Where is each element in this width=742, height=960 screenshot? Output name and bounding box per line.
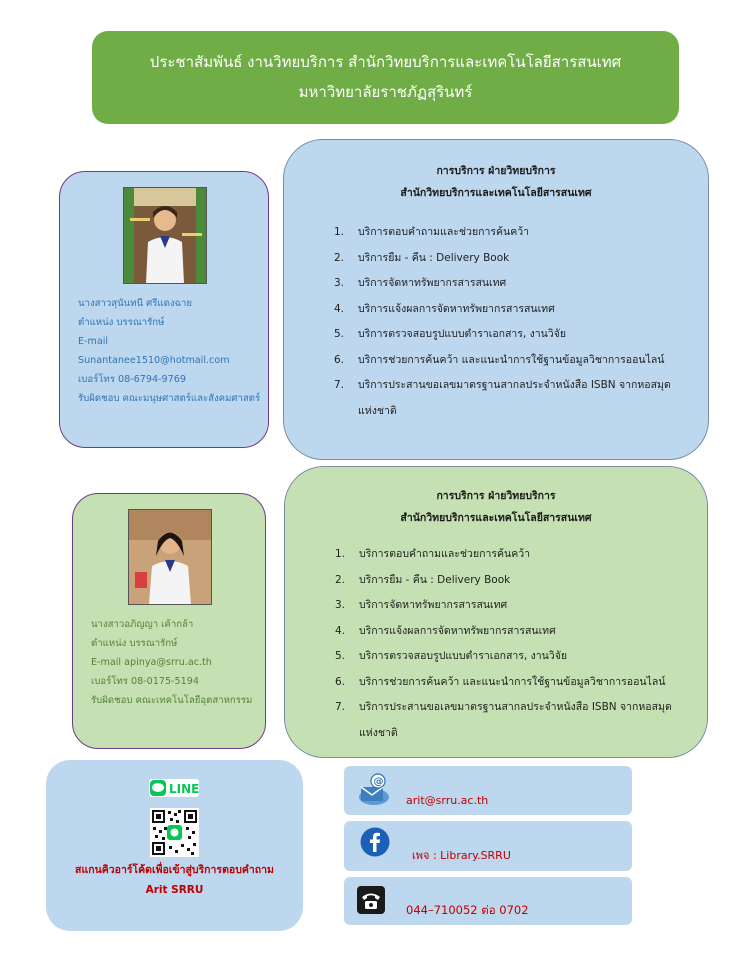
line-logo[interactable] bbox=[149, 779, 199, 797]
list-item bbox=[335, 568, 672, 594]
service-1-title-line2: สำนักวิทยบริการและเทคโนโลยีสารสนเทศ bbox=[400, 187, 592, 199]
list-number: 3. bbox=[334, 277, 345, 289]
service-box-1 bbox=[283, 139, 709, 460]
staff-1-details bbox=[78, 294, 260, 408]
service-2-title-line2: สำนักวิทยบริการและเทคโนโลยีสารสนเทศ bbox=[400, 512, 592, 524]
list-number: 3. bbox=[335, 599, 346, 611]
staff-2-name: นางสาวอภิญญา เค้ากล้า bbox=[91, 619, 194, 630]
list-item bbox=[335, 644, 672, 670]
list-text: บริการตอบคำถามและช่วยการค้นคว้า bbox=[358, 226, 530, 238]
list-text: บริการแจ้งผลการจัดหาทรัพยากรสารสนเทศ bbox=[359, 624, 556, 637]
scan-instruction-line2: Arit SRRU bbox=[145, 884, 204, 896]
list-number: 1. bbox=[335, 548, 346, 560]
service-2-title bbox=[285, 485, 707, 529]
list-text: บริการแจ้งผลการจัดหาทรัพยากรสารสนเทศ bbox=[358, 302, 555, 315]
facebook-icon[interactable] bbox=[360, 827, 390, 857]
list-number: 6. bbox=[335, 675, 346, 688]
service-1-title-line1: การบริการ ฝ่ายวิทยบริการ bbox=[436, 165, 556, 177]
list-text: บริการประสานขอเลขมาตรฐานสากลประจำหนังสือ ISBN จากหอสมุด bbox=[359, 701, 672, 713]
facebook-page[interactable]: เพจ : Library.SRRU bbox=[412, 849, 511, 862]
list-number: 1. bbox=[334, 226, 345, 238]
line-logo-text: LINE bbox=[169, 782, 199, 796]
telephone-icon bbox=[357, 886, 385, 914]
list-item bbox=[335, 619, 672, 645]
email-contact-box bbox=[344, 766, 632, 815]
list-item bbox=[334, 271, 671, 297]
email-icon bbox=[356, 773, 390, 807]
list-number: 5. bbox=[335, 650, 346, 662]
staff-card-2 bbox=[72, 493, 266, 749]
scan-instruction-line1: สแกนคิวอาร์โค้ดเพื่อเข้าสู่บริการตอบคำถาม bbox=[75, 864, 274, 876]
list-item bbox=[334, 348, 671, 374]
list-text: บริการยืม - คืน : Delivery Book bbox=[359, 573, 511, 586]
list-number: 7. bbox=[334, 379, 345, 391]
phone-number[interactable]: 044–710052 ต่อ 0702 bbox=[406, 903, 529, 917]
list-text: บริการตอบคำถามและช่วยการค้นคว้า bbox=[359, 548, 531, 560]
staff-2-phone: เบอร์โทร 08-0175-5194 bbox=[91, 676, 199, 687]
staff-2-email[interactable]: E-mail apinya@srru.ac.th bbox=[91, 657, 212, 668]
list-number: 7. bbox=[335, 701, 346, 713]
list-item bbox=[335, 695, 672, 746]
list-item bbox=[335, 670, 672, 696]
staff-2-position: ตำแหน่ง บรรณารักษ์ bbox=[91, 638, 178, 649]
staff-1-position: ตำแหน่ง บรรณารักษ์ bbox=[78, 317, 165, 328]
line-qr-box bbox=[46, 760, 303, 931]
service-1-title bbox=[284, 160, 708, 204]
list-text: บริการช่วยการค้นคว้า และแนะนำการใช้ฐานข้อมูลวิชาการออนไลน์ bbox=[358, 353, 665, 366]
list-text: บริการตรวจสอบรูปแบบตำราเอกสาร, งานวิจัย bbox=[359, 650, 568, 662]
list-text: บริการตรวจสอบรูปแบบตำราเอกสาร, งานวิจัย bbox=[358, 328, 567, 340]
staff-1-email[interactable]: Sunantanee1510@hotmail.com bbox=[78, 355, 230, 366]
list-text: บริการประสานขอเลขมาตรฐานสากลประจำหนังสือ ISBN จากหอสมุด bbox=[358, 379, 671, 391]
list-item bbox=[334, 246, 671, 272]
list-text-continued: แห่งชาติ bbox=[358, 404, 397, 417]
list-number: 4. bbox=[335, 624, 346, 637]
staff-1-responsible: รับผิดชอบ คณะมนุษศาสตร์และสังคมศาสตร์ bbox=[78, 393, 261, 404]
page-header bbox=[92, 31, 679, 124]
staff-1-email-label: E-mail bbox=[78, 336, 109, 347]
staff-1-phone: เบอร์โทร 08-6794-9769 bbox=[78, 374, 186, 385]
list-number: 2. bbox=[335, 573, 346, 586]
service-1-list bbox=[334, 220, 671, 424]
list-text: บริการจัดหาทรัพยากรสารสนเทศ bbox=[359, 599, 508, 611]
header-title-line1: ประชาสัมพันธ์ งานวิทยบริการ สำนักวิทยบริการและเทคโนโลยีสารสนเทศ bbox=[149, 53, 622, 71]
staff-photo-2 bbox=[128, 509, 212, 605]
list-item bbox=[334, 373, 671, 424]
service-2-title-line1: การบริการ ฝ่ายวิทยบริการ bbox=[436, 490, 556, 502]
list-text-continued: แห่งชาติ bbox=[359, 726, 398, 739]
scan-instruction bbox=[46, 860, 303, 900]
list-item bbox=[335, 593, 672, 619]
facebook-contact-box bbox=[344, 821, 632, 871]
service-box-2 bbox=[284, 466, 708, 758]
staff-2-responsible: รับผิดชอบ คณะเทคโนโลยีอุตสาหกรรม bbox=[91, 695, 253, 706]
svg-text:@: @ bbox=[373, 776, 384, 788]
staff-2-details bbox=[91, 615, 252, 710]
list-item bbox=[334, 322, 671, 348]
list-item bbox=[335, 542, 672, 568]
service-2-list bbox=[335, 542, 672, 746]
list-item bbox=[334, 220, 671, 246]
list-text: บริการยืม - คืน : Delivery Book bbox=[358, 251, 510, 264]
library-email[interactable]: arit@srru.ac.th bbox=[406, 794, 489, 807]
staff-card-1 bbox=[59, 171, 269, 448]
header-title-line2: มหาวิทยาลัยราชภัฏสุรินทร์ bbox=[298, 83, 473, 101]
list-text: บริการช่วยการค้นคว้า และแนะนำการใช้ฐานข้อมูลวิชาการออนไลน์ bbox=[359, 675, 666, 688]
staff-1-name: นางสาวสุนันทนี ศรีแดงฉาย bbox=[78, 298, 193, 309]
staff-photo-1 bbox=[123, 187, 207, 284]
phone-contact-box bbox=[344, 877, 632, 925]
list-number: 2. bbox=[334, 251, 345, 264]
list-item bbox=[334, 297, 671, 323]
list-number: 4. bbox=[334, 302, 345, 315]
list-number: 5. bbox=[334, 328, 345, 340]
list-text: บริการจัดหาทรัพยากรสารสนเทศ bbox=[358, 277, 507, 289]
qr-code[interactable] bbox=[150, 808, 199, 857]
list-number: 6. bbox=[334, 353, 345, 366]
